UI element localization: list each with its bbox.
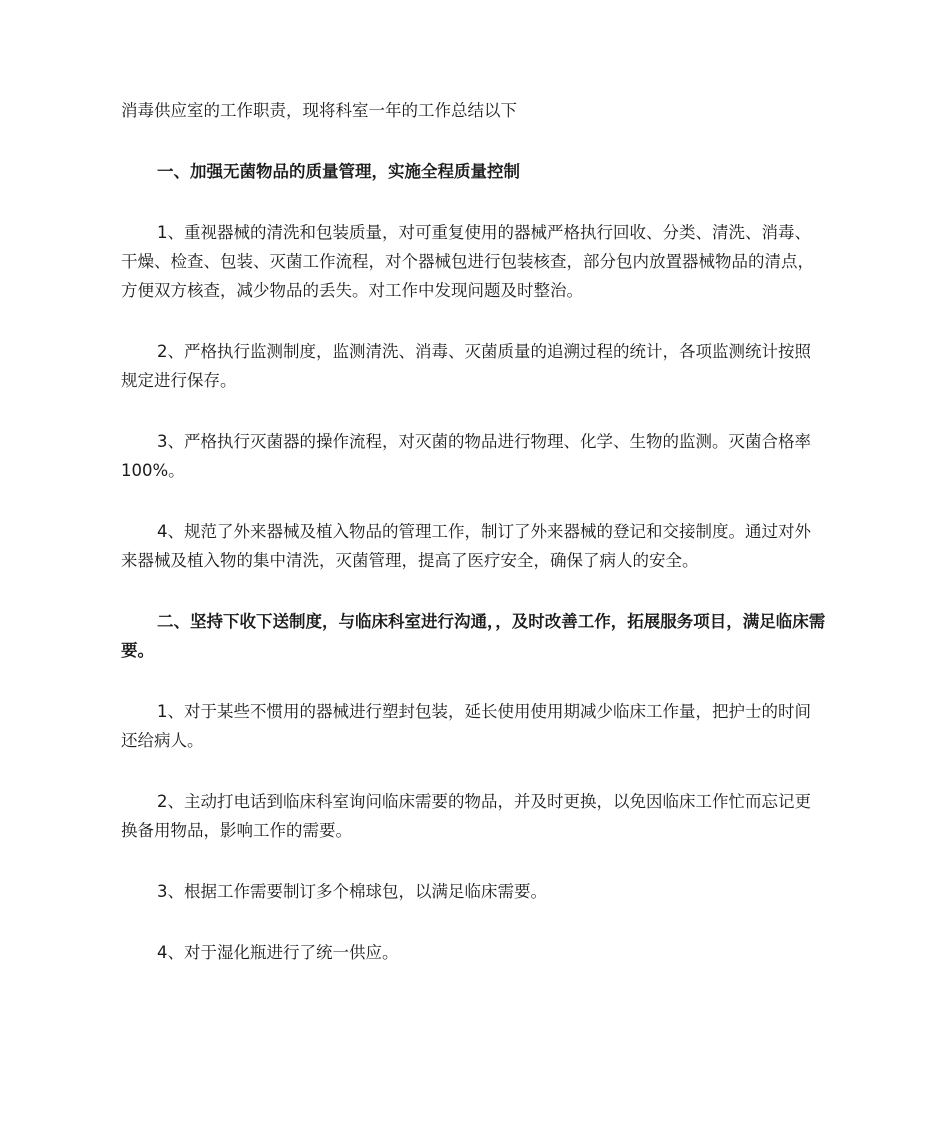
section-2-heading: 二、坚持下收下送制度，与临床科室进行沟通，，及时改善工作，拓展服务项目，满足临床需要。 xyxy=(121,612,826,660)
section-1-item-2: 2、严格执行监测制度，监测清洗、消毒、灭菌质量的追溯过程的统计，各项监测统计按照规定进行保存。 xyxy=(121,342,811,390)
section-2-item-2: 2、主动打电话到临床科室询问临床需要的物品，并及时更换，以免因临床工作忙而忘记更换备用物品，影响工作的需要。 xyxy=(121,792,811,840)
section-1-item-3: 3、严格执行灭菌器的操作流程，对灭菌的物品进行物理、化学、生物的监测。灭菌合格率 100%。 xyxy=(121,432,811,480)
section-2-item-4: 4、对于湿化瓶进行了统一供应。 xyxy=(157,943,399,962)
intro-paragraph: 消毒供应室的工作职责，现将科室一年的工作总结以下 xyxy=(121,101,517,120)
section-1-item-4: 4、规范了外来器械及植入物品的管理工作，制订了外来器械的登记和交接制度。通过对外来器械及植入物的集中清洗，灭菌管理，提高了医疗安全，确保了病人的安全。 xyxy=(121,522,811,570)
section-2-item-1: 1、对于某些不惯用的器械进行塑封包装，延长使用使用期减少临床工作量，把护士的时间还给病人。 xyxy=(121,702,811,750)
section-2-item-3: 3、根据工作需要制订多个棉球包，以满足临床需要。 xyxy=(157,882,547,901)
document-body xyxy=(121,96,827,999)
section-1-item-1: 1、重视器械的清洗和包装质量，对可重复使用的器械严格执行回收、分类、清洗、消毒、干燥、检查、包装、灭菌工作流程，对个器械包进行包装核查，部分包内放置器械物品的清点，方便双方核查，减少物品的丢失。对工作中发现问题及时整治。 xyxy=(121,223,814,300)
section-1-heading: 一、加强无菌物品的质量管理，实施全程质量控制 xyxy=(157,162,520,181)
